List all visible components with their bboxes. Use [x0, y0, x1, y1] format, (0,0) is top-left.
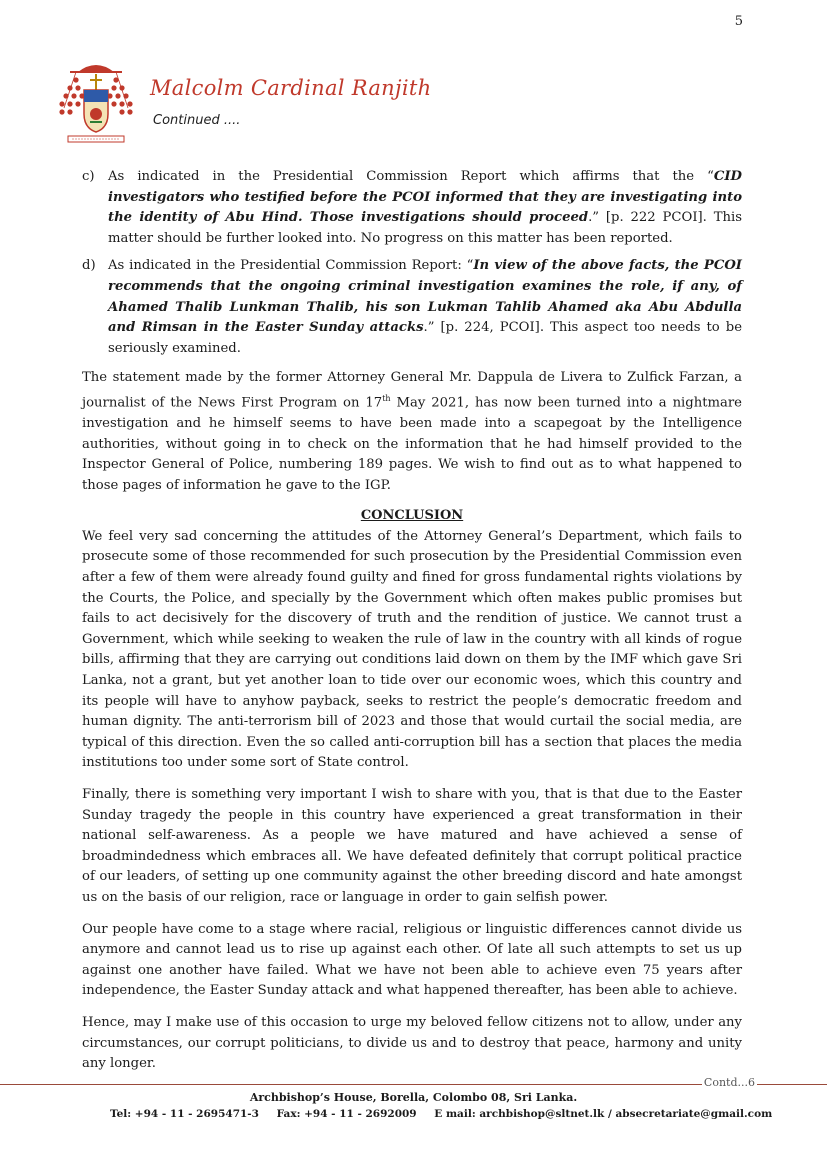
paragraph: We feel very sad concerning the attitudes of the Attorney General’s Department, which fails to prosecute some of those recommended for such prosecution by the Presidential Commission even after a few of them were already found guilty and fined for gross fundamental rights violations by the Courts, the Police, and specially by the Government which often makes public promises but fails to act decisively for the discovery of truth and the rendition of justice. We cannot trust a Government, which while seeking to weaken the rule of law in the country with all kinds of rogue bills, affirming that they are carrying out conditions laid down on them by the IMF which gave Sri Lanka, not a grant, but yet another loan to tide over our economic woes, which this country and its people will have to anyhow payback, seeks to restrict the people’s democratic freedom and human dignity. The anti-terrorism bill of 2023 and those that would curtail the social media, are typical of this direction. Even the so called anti-corruption bill has a section that places the media institutions too under some sort of State control. [82, 528, 742, 771]
letter-body [82, 167, 742, 1075]
footer-address: Archbishop’s House, Borella, Colombo 08, Sri Lanka. [249, 1091, 578, 1104]
signatory-name: Malcolm Cardinal Ranjith [150, 76, 432, 100]
paragraph: Hence, may I make use of this occasion to urge my beloved fellow citizens not to allow, under any circumstances, our corrupt politicians, to divide us and to destroy that peace, harmony and unity any longer. [82, 1014, 742, 1072]
quoted-emphasis: CID investigators who testified before the PCOI informed that they are investigating into the identity of Abu Hind. Those investigations should proceed [108, 169, 742, 226]
continued-label: Continued .... [153, 113, 241, 128]
text-segment: .” [p. 222 PCOI]. This matter should be further looked into. No progress on this matter has been reported. [108, 210, 742, 246]
text-segment: .” [p. 224, PCOI]. This aspect too needs to be seriously examined. [108, 320, 743, 356]
email-label: E mail: [434, 1108, 480, 1120]
telephone: Tel: +94 - 11 - 2695471-3 [110, 1108, 259, 1120]
text-segment: As indicated in the Presidential Commission Report which affirms that the “ [108, 169, 714, 184]
page-number: 5 [734, 14, 743, 29]
list-item [82, 167, 742, 249]
text-segment: May 2021, has now been turned into a nightmare investigation and he himself seems to have been made into a scapegoat by the Intelligence authorities, without going in to check on the information that he had himself provided to the Inspector General of Police, numbering 189 pages. We wish to find out as to what happened to those pages of information he gave to the IGP. [82, 395, 742, 493]
archbishop-coat-of-arms-icon [56, 58, 136, 146]
paragraph: Our people have come to a stage where racial, religious or linguistic differences cannot divide us anymore and cannot lead us to rise up against each other. Of late all such attempts to set us up against one another have failed. What we have not been able to achieve even 75 years after independence, the Easter Sunday attack and what happened thereafter, has been able to achieve. [82, 921, 742, 999]
fax: Fax: +94 - 11 - 2692009 [276, 1108, 417, 1120]
email-addresses[interactable]: archbishop@sltnet.lk / absecretariate@gmail.com [479, 1108, 773, 1120]
list-item-text [108, 256, 742, 359]
quoted-emphasis: In view of the above facts, the PCOI recommends that the ongoing criminal investigation examines the role, if any, of Ahamed Thalib Lunkman Thalib, his son Lukman Tahlib Ahamed aka Abu Abdulla and Rimsan in the Easter Sunday attacks [108, 258, 742, 336]
text-segment: The statement made by the former Attorney General Mr. Dappula de Livera to Zulfick Farzan, a journalist of the News First Program on 17 [82, 370, 742, 411]
list-item-text [108, 167, 742, 249]
section-heading: CONCLUSION [360, 508, 464, 524]
paragraph: Finally, there is something very important I wish to share with you, that is that due to the Easter Sunday tragedy the people in this country have experienced a great transformation in their national self-awareness. As a people we have matured and have achieved a sense of broadmindedness which embraces all. We have defeated definitely that corrupt political practice of our leaders, of setting up one community against the other breeding discord and hate amongst us on the basis of our religion, race or language in order to gain selfish power. [82, 787, 742, 905]
ordinal-suffix: th [382, 393, 391, 403]
continued-page-marker: Contd...6 [703, 1076, 755, 1089]
list-marker: d) [82, 258, 96, 274]
statement-paragraph [82, 368, 742, 496]
list-item [82, 256, 742, 359]
text-segment: As indicated in the Presidential Commission Report: “ [108, 258, 474, 274]
list-marker: c) [82, 169, 95, 184]
footer-contact [110, 1108, 786, 1120]
